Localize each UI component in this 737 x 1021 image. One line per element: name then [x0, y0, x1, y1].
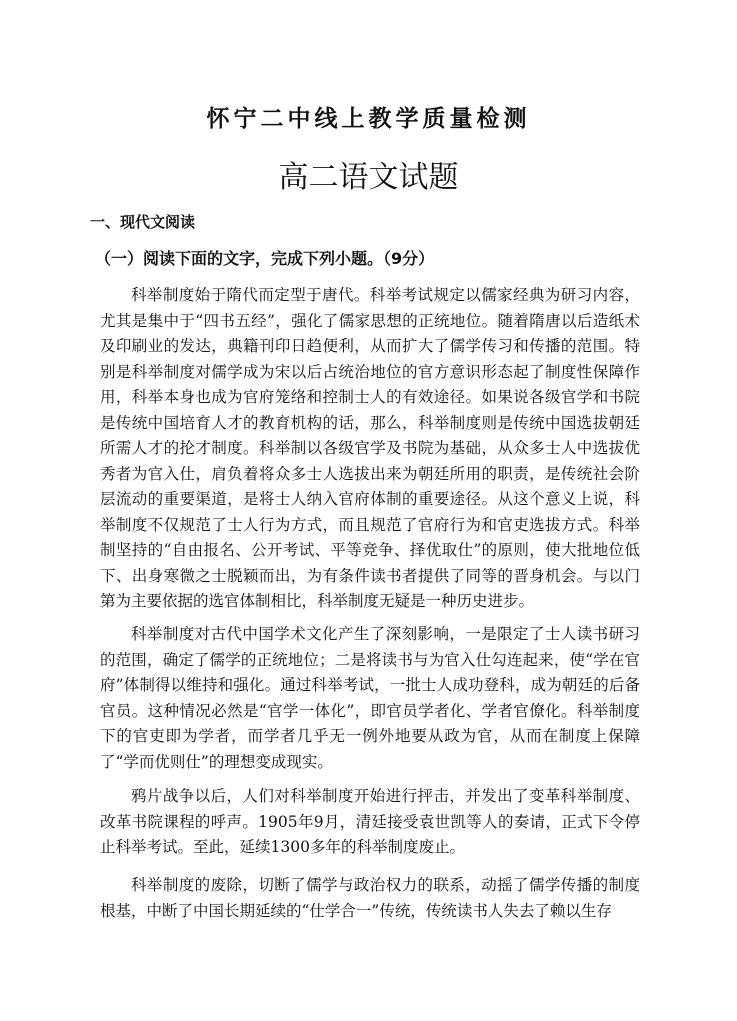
- body-paragraph-4: 科举制度的废除，切断了儒学与政治权力的联系，动摇了儒学传播的制度根基，中断了中国长期延续的“仕学合一”传统，传统读书人失去了赖以生存: [100, 876, 640, 920]
- body-paragraph-2: 科举制度对古代中国学术文化产生了深刻影响，一是限定了士人读书研习的范围，确定了儒学的正统地位；二是将读书与为官入仕勾连起来，使“学在官府”体制得以维持和强化。通过科举考试，一批士人成功登科，成为朝廷的后备官员。这种情况必然是“官学一体化”，即官员学者化、学者官僚化。科举制度下的官吏即为学者，而学者几乎无一例外地要从政为官，从而在制度上保障了“学而优则仕”的理想变成现实。: [100, 625, 640, 771]
- section-heading: 一、现代文阅读: [90, 213, 196, 231]
- exam-header-title: 怀宁二中线上教学质量检测: [206, 105, 531, 132]
- subject-title: 高二语文试题: [278, 160, 459, 195]
- body-paragraph-1: 科举制度始于隋代而定型于唐代。科举考试规定以儒家经典为研习内容，尤其是集中于“四书五经”，强化了儒家思想的正统地位。随着隋唐以后造纸术及印刷业的发达，典籍刊印日趋便利，从而扩大了儒学传习和传播的范围。特别是科举制度对儒学成为宋以后占统治地位的官方意识形态起了制度性保障作用，科举本身也成为官府笼络和控制士人的有效途径。如果说各级官学和书院是传统中国培育人才的教育机构的话，那么，科举制度则是传统中国选拔朝廷所需人才的抡才制度。科举制以各级官学及书院为基础，从众多士人中选拔优秀者为官入仕，肩负着将众多士人选拔出来为朝廷所用的职责，是传统社会阶层流动的重要渠道，是将士人纳入官府体制的重要途径。从这个意义上说，科举制度不仅规范了士人行为方式，而且规范了官府行为和官吏选拔方式。科举制坚持的“自由报名、公开考试、平等竞争、择优取仕”的原则，使大批地位低下、出身寒微之士脱颖而出，为有条件读书者提供了同等的晋身机会。与以门第为主要依据的选官体制相比，科举制度无疑是一种历史进步。: [100, 286, 640, 610]
- subsection-heading: （一）阅读下面的文字，完成下列小题。（9分）: [95, 249, 435, 268]
- body-paragraph-3: 鸦片战争以后，人们对科举制度开始进行抨击，并发出了变革科举制度、改革书院课程的呼声。1905年9月，清廷接受袁世凯等人的奏请，正式下令停止科举考试。至此，延续1300多年的科举制度废止。: [100, 787, 640, 856]
